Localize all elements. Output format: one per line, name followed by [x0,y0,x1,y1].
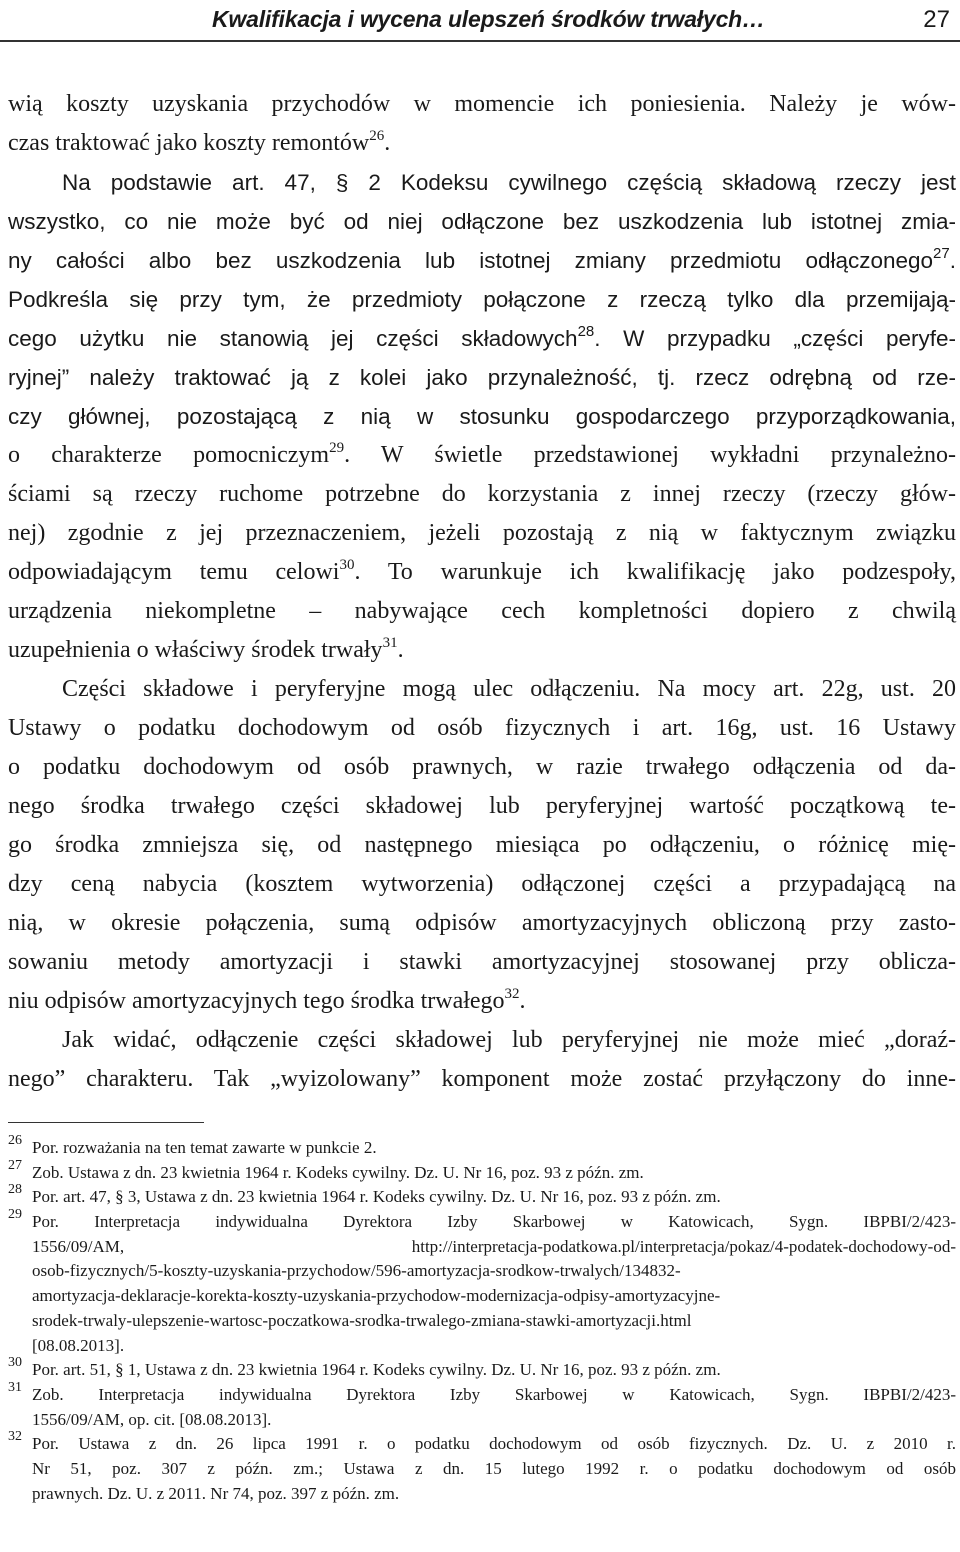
body-line: czas traktować jako koszty remontów$^{26}$. [8,128,391,156]
body-line: wią koszty uzyskania przychodów w momencie ich poniesienia. Należy je wów- [8,91,956,117]
footnote-line: 1556/09/AM, op. cit. [08.08.2013]. [32,1409,272,1429]
footnote-number: 30 [8,1355,22,1371]
footnote-ref[interactable]: 28 [577,323,595,340]
body-line: nego” charakteru. Tak „wyizolowany” komponent może zostać przyłączony do inne- [8,1066,956,1092]
footnote-30 [8,1355,956,1383]
running-header [0,0,960,44]
footnote-number: 29 [8,1207,22,1223]
footnote-26 [8,1133,956,1161]
footnote-ref[interactable]: 30 [339,557,355,573]
footnote-number: 27 [8,1157,22,1173]
body-line: czy głównej, pozostającą z nią w stosunku gospodarczego przyporządkowania, [8,404,956,429]
footnote-ref[interactable]: 26 [369,128,385,144]
body-line: sowaniu metody amortyzacji i stawki amortyzacyjnej stosowanej przy oblicza- [8,949,956,975]
body-line: nego środka trwałego części składowej lub peryferyjnej wartość początkową te- [8,793,956,819]
footnote-line: [08.08.2013]. [32,1335,125,1355]
body-line: ryjnej” należy traktować ją z kolei jako przynależność, tj. rzecz odrębną od rze- [8,365,956,390]
footnote-line[interactable]: srodek-trwaly-ulepszenie-wartosc-poczatkowa-srodka-trwalego-zmiana-stawki-amortyzacji.html [32,1310,692,1330]
footnote-line[interactable]: 1556/09/AM, http://interpretacja-podatkowa.pl/interpretacja/pokaz/4-podatek-dochodowy-od- [32,1236,956,1256]
footnote-line: Por. art. 47, § 3, Ustawa z dn. 23 kwietnia 1964 r. Kodeks cywilny. Dz. U. Nr 16, poz. 93 z późn. zm. [32,1187,721,1207]
running-header-title: Kwalifikacja i wycena ulepszeń środków trwałych… [212,6,765,32]
footnote-28 [8,1182,956,1210]
body-line: odpowiadającym temu celowi$^{30}$. To warunkuje ich kwalifikację jako podzespoły, [8,557,956,585]
body-line: Ustawy o podatku dochodowym od osób fizycznych i art. 16g, ust. 16 Ustawy [8,715,956,741]
footnote-27 [8,1157,956,1186]
body-line: uzupełnienia o właściwy środek trwały$^{31}$. [8,635,404,663]
footnote-line: Nr 51, poz. 307 z późn. zm.; Ustawa z dn. 15 lutego 1992 r. o podatku dochodowym od osób [32,1458,956,1478]
footnote-number: 28 [8,1182,22,1198]
footnote-line: prawnych. Dz. U. z 2011. Nr 74, poz. 397 z późn. zm. [32,1483,400,1503]
body-line: nej) zgodnie z jej przeznaczeniem, jeżeli pozostają z nią w faktycznym związku [8,520,956,546]
footnote-line: Por. Ustawa z dn. 26 lipca 1991 r. o podatku dochodowym od osób fizycznych. Dz. U. z 2010 r. [32,1434,956,1454]
body-line: Na podstawie art. 47, § 2 Kodeksu cywilnego częścią składową rzeczy jest [62,170,956,195]
footnote-ref[interactable]: 29 [329,440,345,456]
body-line: urządzenia niekompletne – nabywające cech kompletności dopiero z chwilą [8,598,956,624]
body-line: Części składowe i peryferyjne mogą ulec odłączeniu. Na mocy art. 22g, ust. 20 [62,676,956,702]
body-line: o charakterze pomocniczym$^{29}$. W świetle przedstawionej wykładni przynależno- [8,440,957,468]
body-line: Jak widać, odłączenie części składowej lub peryferyjnej nie może mieć „doraź- [62,1027,956,1053]
footnote-32 [8,1429,956,1506]
body-line: ściami są rzeczy ruchome potrzebne do korzystania z innej rzeczy (rzeczy głów- [8,481,956,507]
footnote-ref[interactable]: 32 [504,986,520,1002]
footnote-line: Por. rozważania na ten temat zawarte w punkcie 2. [32,1138,377,1157]
body-line: ny całości albo bez uszkodzenia lub istotnej zmiany przedmiotu odłączonego$^{27}$. [8,245,956,273]
footnotes [8,1133,956,1506]
footnote-line[interactable]: osob-fizycznych/5-koszty-uzyskania-przychodow/596-amortyzacja-srodkow-trwalych/134832- [32,1261,681,1281]
body-line: o podatku dochodowym od osób prawnych, w razie trwałego odłączenia od da- [8,754,956,780]
body-line: nią, w okresie połączenia, sumą odpisów amortyzacyjnych obliczoną przy zasto- [8,910,956,936]
footnote-line: Por. art. 51, § 1, Ustawa z dn. 23 kwietnia 1964 r. Kodeks cywilny. Dz. U. Nr 16, poz. 93 z późn. zm. [32,1360,721,1380]
footnote-number: 32 [8,1429,22,1445]
body-line: cego użytku nie stanowią jej części składowych$^{28}$. W przypadku „części peryfe- [8,323,956,351]
footnote-line: Zob. Interpretacja indywidualna Dyrektora Izby Skarbowej w Katowicach, Sygn. IBPBI/2/423- [32,1384,956,1404]
body-line: wszystko, co nie może być od niej odłączone bez uszkodzenia lub istotnej zmia- [8,209,956,234]
footnote-line: Por. Interpretacja indywidualna Dyrektora Izby Skarbowej w Katowicach, Sygn. IBPBI/2/423- [32,1212,956,1232]
body-line: go środka zmniejsza się, od następnego miesiąca po odłączeniu, o różnicę mię- [8,832,956,858]
footnote-ref[interactable]: 31 [382,635,398,651]
page-number: 27 [923,6,950,33]
body-line: Podkreśla się przy tym, że przedmioty połączone z rzeczą tylko dla przemijają- [8,287,956,312]
footnote-29 [8,1207,956,1358]
footnote-line[interactable]: amortyzacja-deklaracje-korekta-koszty-uzyskania-przychodow-modernizacja-odpisy-amortyzacyjne- [32,1286,721,1306]
body-line: niu odpisów amortyzacyjnych tego środka trwałego$^{32}$. [8,986,526,1014]
footnote-number: 31 [8,1379,22,1395]
footnote-line: Zob. Ustawa z dn. 23 kwietnia 1964 r. Kodeks cywilny. Dz. U. Nr 16, poz. 93 z późn. zm. [32,1162,644,1182]
footnote-number: 26 [8,1133,22,1148]
body-line: dzy ceną nabycia (kosztem wytworzenia) odłączonej części a przypadającą na [8,871,956,897]
header-rule [0,40,960,42]
footnote-31 [8,1379,956,1432]
footnote-separator [8,1122,204,1123]
footnote-ref[interactable]: 27 [933,245,950,262]
body-text [8,85,956,1099]
